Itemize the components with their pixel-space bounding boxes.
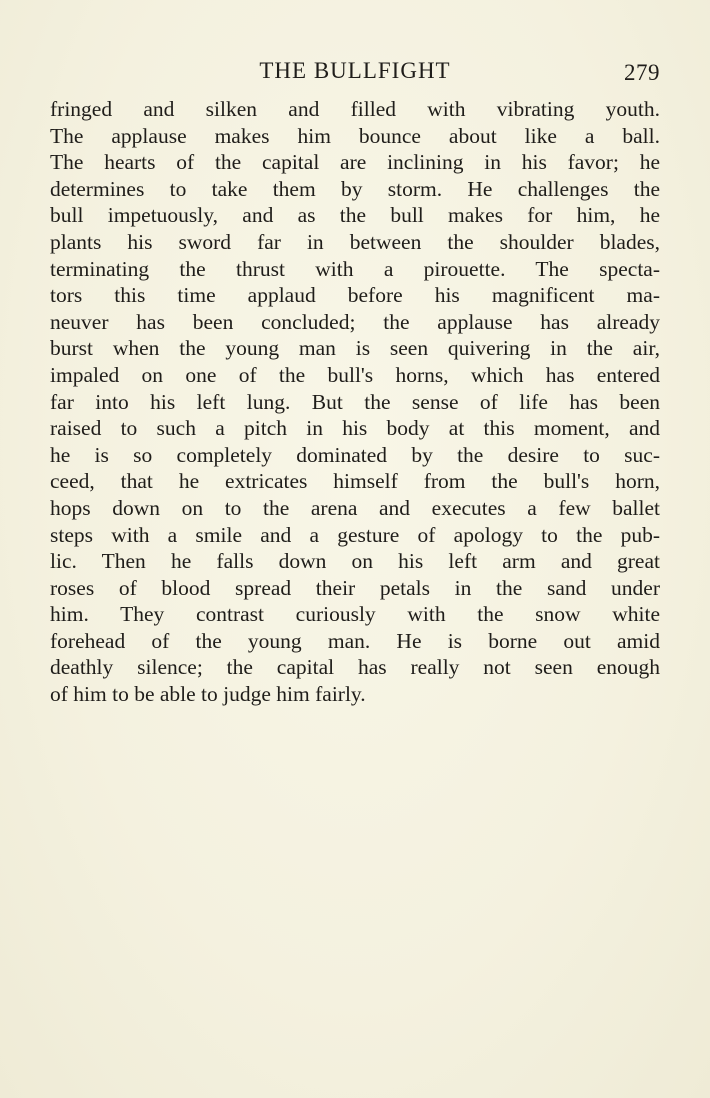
text-line: The applause makes him bounce about like a ball.	[50, 123, 660, 148]
running-title: THE BULLFIGHT	[259, 58, 451, 83]
text-line: ceed, that he extricates himself from the bull's horn,	[50, 469, 660, 494]
text-line: tors this time applaud before his magnificent ma-	[50, 283, 660, 308]
text-line: steps with a smile and a gesture of apology to the pub-	[50, 522, 660, 547]
text-line: forehead of the young man. He is borne out amid	[50, 628, 660, 653]
text-line: him. They contrast curiously with the snow white	[50, 602, 660, 627]
text-line: determines to take them by storm. He challenges the	[50, 176, 660, 201]
text-line: burst when the young man is seen quivering in the air,	[50, 336, 660, 361]
text-line: fringed and silken and filled with vibrating youth.	[50, 97, 660, 121]
text-line: impaled on one of the bull's horns, which has entered	[50, 362, 660, 387]
text-line: raised to such a pitch in his body at this moment, and	[50, 416, 660, 441]
text-line: bull impetuously, and as the bull makes for him, he	[50, 203, 660, 228]
text-line: of him to be able to judge him fairly.	[50, 682, 366, 707]
text-line: lic. Then he falls down on his left arm and great	[50, 549, 660, 574]
text-line: roses of blood spread their petals in the sand under	[50, 575, 660, 600]
page-number: 279	[624, 60, 660, 85]
text-line: The hearts of the capital are inclining in his favor; he	[50, 150, 660, 175]
text-line: terminating the thrust with a pirouette. The specta-	[50, 256, 660, 281]
body-paragraph	[50, 96, 660, 708]
text-line: he is so completely dominated by the desire to suc-	[50, 442, 660, 467]
page-header	[50, 58, 660, 92]
text-line: deathly silence; the capital has really not seen enough	[50, 655, 660, 680]
text-line: neuver has been concluded; the applause has already	[50, 309, 660, 334]
text-line: far into his left lung. But the sense of life has been	[50, 389, 660, 414]
text-line: plants his sword far in between the shoulder blades,	[50, 229, 660, 254]
text-line: hops down on to the arena and executes a few ballet	[50, 495, 660, 520]
